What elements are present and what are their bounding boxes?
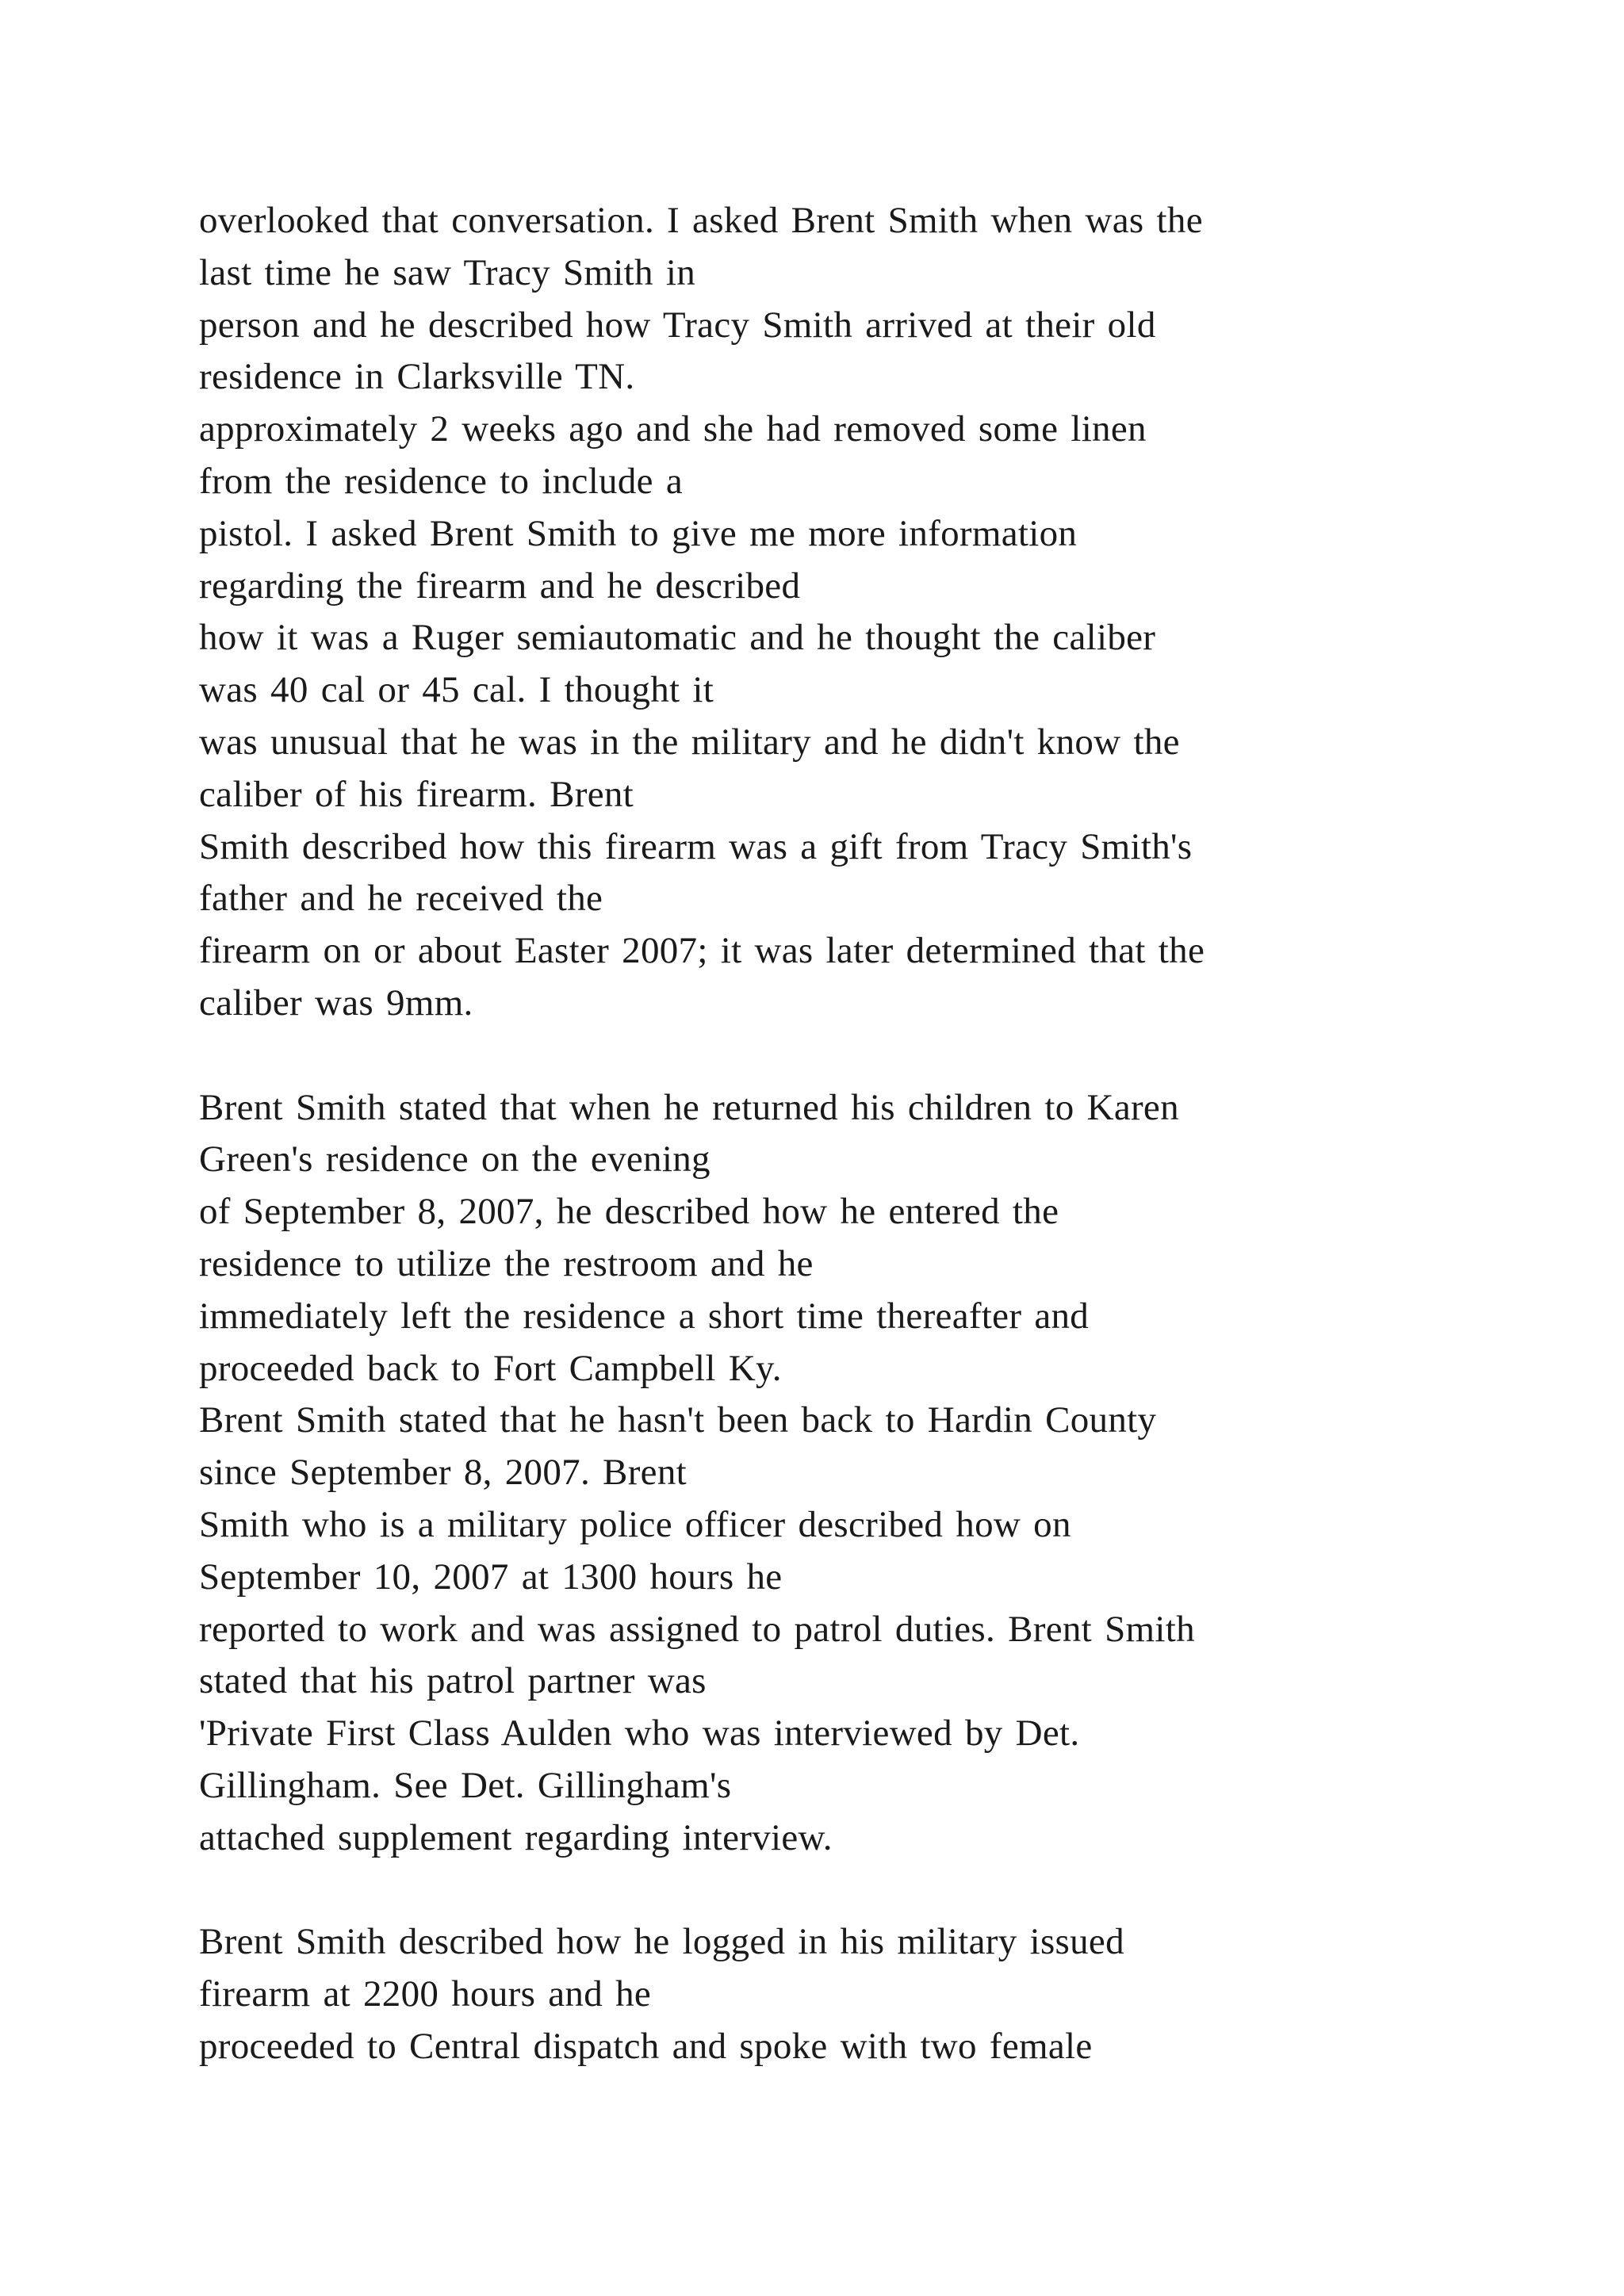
text-line: attached supplement regarding interview. xyxy=(199,1816,833,1858)
text-line: Brent Smith stated that when he returned his children to Karen xyxy=(199,1086,1179,1128)
text-line: stated that his patrol partner was xyxy=(199,1660,707,1702)
text-line: proceeded back to Fort Campbell Ky. xyxy=(199,1347,782,1389)
text-line: caliber of his firearm. Brent xyxy=(199,773,634,815)
text-line: since September 8, 2007. Brent xyxy=(199,1452,687,1494)
text-line: how it was a Ruger semiautomatic and he thought the caliber xyxy=(199,617,1156,659)
text-line: Brent Smith stated that he hasn't been back to Hardin County xyxy=(199,1399,1157,1441)
text-line: of September 8, 2007, he described how he entered the xyxy=(199,1191,1059,1233)
paragraph-spacer xyxy=(199,1030,1484,1082)
text-line: proceeded to Central dispatch and spoke with two female xyxy=(199,2025,1093,2067)
text-line: reported to work and was assigned to patrol duties. Brent Smith xyxy=(199,1608,1195,1650)
text-line: firearm at 2200 hours and he xyxy=(199,1973,652,2015)
text-line: residence to utilize the restroom and he xyxy=(199,1242,814,1284)
paragraph-firearm-log xyxy=(199,1916,1484,2072)
paragraph-spacer xyxy=(199,1865,1484,1917)
text-line: regarding the firearm and he described xyxy=(199,564,801,607)
text-line: Smith who is a military police officer described how on xyxy=(199,1503,1071,1545)
text-line: last time he saw Tracy Smith in xyxy=(199,251,696,293)
text-line: Green's residence on the evening xyxy=(199,1138,710,1181)
text-line: caliber was 9mm. xyxy=(199,982,473,1024)
text-line: was 40 cal or 45 cal. I thought it xyxy=(199,669,714,711)
text-line: was unusual that he was in the military and he didn't know the xyxy=(199,721,1180,763)
text-line: September 10, 2007 at 1300 hours he xyxy=(199,1556,783,1598)
text-line: Smith described how this firearm was a gift from Tracy Smith's xyxy=(199,825,1193,867)
text-line: Gillingham. See Det. Gillingham's xyxy=(199,1764,732,1806)
text-line: firearm on or about Easter 2007; it was later determined that the xyxy=(199,930,1205,972)
text-line: residence in Clarksville TN. xyxy=(199,356,635,398)
text-line: approximately 2 weeks ago and she had removed some linen xyxy=(199,408,1147,450)
text-line: 'Private First Class Aulden who was interviewed by Det. xyxy=(199,1712,1080,1755)
text-line: father and he received the xyxy=(199,878,603,920)
text-line: pistol. I asked Brent Smith to give me more information xyxy=(199,512,1078,554)
text-line: Brent Smith described how he logged in his military issued xyxy=(199,1921,1124,1963)
text-line: immediately left the residence a short time thereafter and xyxy=(199,1295,1090,1337)
paragraph-firearm xyxy=(199,195,1484,1030)
document-body xyxy=(199,195,1484,2073)
text-line: person and he described how Tracy Smith arrived at their old xyxy=(199,304,1156,346)
text-line: from the residence to include a xyxy=(199,460,684,502)
paragraph-september-8 xyxy=(199,1082,1484,1865)
text-line: overlooked that conversation. I asked Brent Smith when was the xyxy=(199,200,1203,241)
